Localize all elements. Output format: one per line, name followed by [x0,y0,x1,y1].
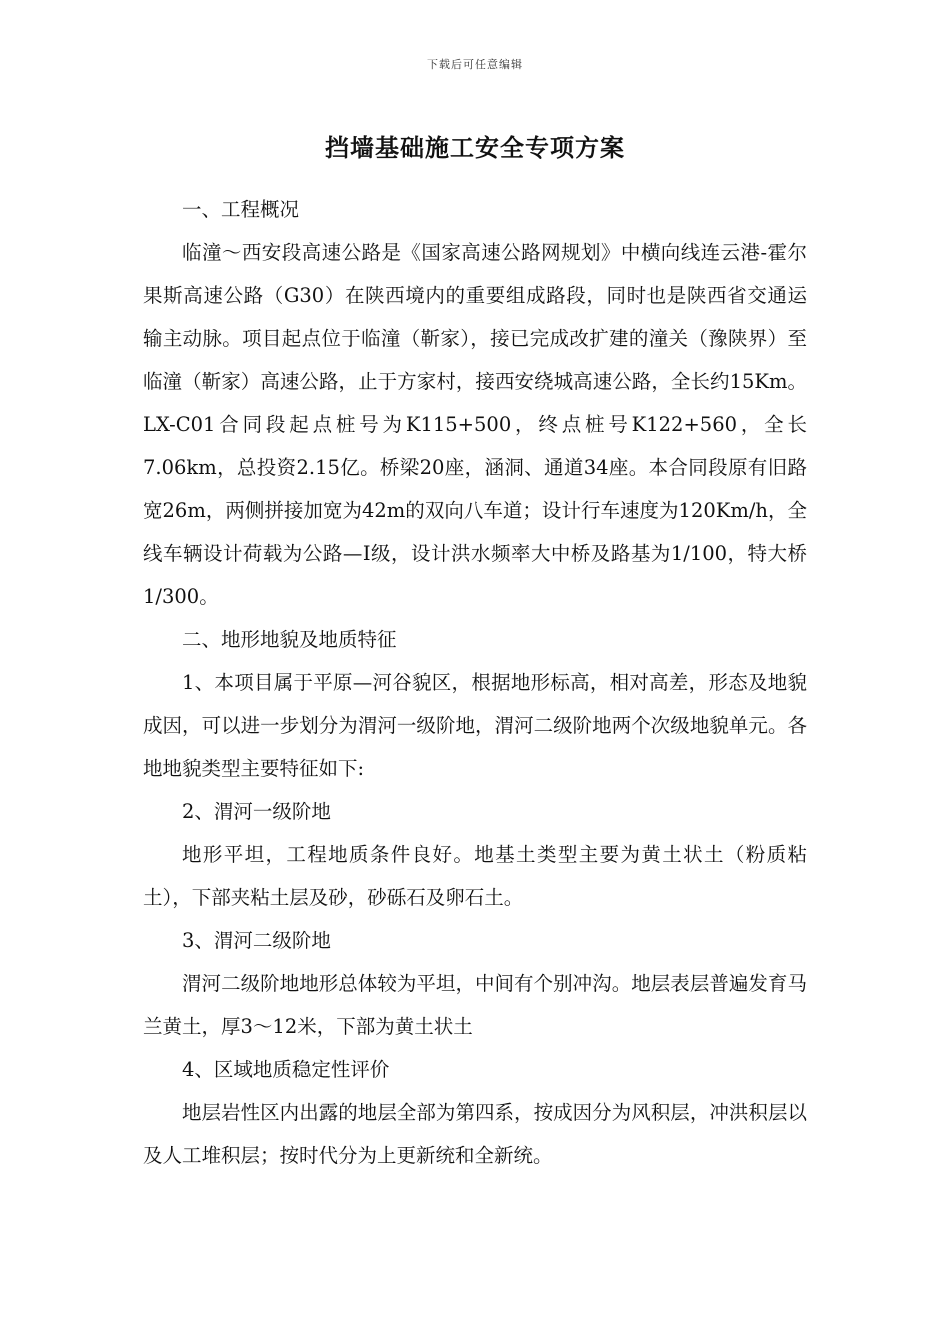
paragraph-stability: 地层岩性区内出露的地层全部为第四系，按成因分为风积层，冲洪积层以及人工堆积层；按时代分为上更新统和全新统。 [143,1101,807,1167]
document-body [143,188,807,1177]
paragraph-terrace-1: 地形平坦，工程地质条件良好。地基土类型主要为黄土状土（粉质粘土），下部夹粘土层及砂，砂砾石及卵石土。 [143,843,807,909]
section-heading-overview: 一、工程概况 [182,198,300,221]
section-heading-terrain: 二、地形地貌及地质特征 [182,628,397,651]
paragraph-terrain-intro: 1、本项目属于平原—河谷貌区，根据地形标高，相对高差，形态及地貌成因，可以进一步划分为渭河一级阶地，渭河二级阶地两个次级地貌单元。各地地貌类型主要特征如下: [143,671,807,780]
paragraph-terrace-2: 渭河二级阶地地形总体较为平坦，中间有个别冲沟。地层表层普遍发育马兰黄土，厚3～12米，下部为黄土状土 [143,972,807,1038]
subheading-terrace-1: 2、渭河一级阶地 [182,800,331,823]
page-header-note: 下载后可任意编辑 [427,58,523,71]
subheading-terrace-2: 3、渭河二级阶地 [182,929,331,952]
paragraph-overview: 临潼～西安段高速公路是《国家高速公路网规划》中横向线连云港-霍尔果斯高速公路（G30）在陕西境内的重要组成路段，同时也是陕西省交通运输主动脉。项目起点位于临潼（靳家），接已完成改扩建的潼关（豫陕界）至临潼（靳家）高速公路，止于方家村，接西安绕城高速公路，全长约15Km。 LX-C01合同段起点桩号为K115+500，终点桩号K122+560，全长7.06km，总投资2.15亿。桥梁20座，涵洞、通道34座。本合同段原有旧路宽26m，两侧拼接加宽为42m的双向八车道；设计行车速度为120Km/h，全线车辆设计荷载为公路—Ⅰ级，设计洪水频率大中桥及路基为1/100，特大桥1/300。 [143,241,807,608]
document-title: 挡墙基础施工安全专项方案 [325,133,625,162]
subheading-stability: 4、区域地质稳定性评价 [182,1058,390,1081]
